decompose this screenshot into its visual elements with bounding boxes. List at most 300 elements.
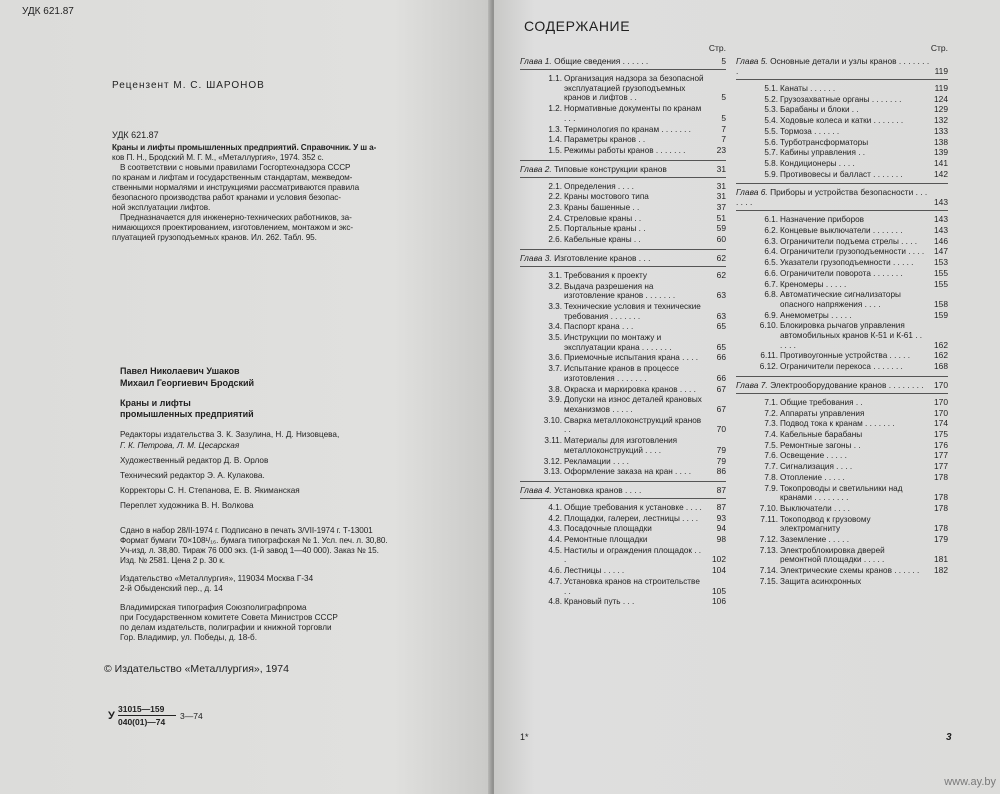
entry-number: 2.2. — [548, 192, 562, 202]
entry-page: 119 — [934, 83, 948, 93]
chapter-title: Электрооборудование кранов . . . . . . . . — [770, 379, 924, 390]
entry-page: 182 — [934, 565, 948, 576]
entry-text: Электрические схемы кранов . . . . . . — [780, 566, 920, 576]
abstract-line: В соответствии с новыми правилами Госгортехнадзора СССР — [120, 163, 351, 172]
entry-number: 7.12. — [759, 535, 778, 545]
printer-line: Гор. Владимир, ул. Победы, д. 18-б. — [120, 633, 257, 642]
abstract-block — [112, 143, 376, 243]
entry-page: 179 — [934, 534, 948, 545]
entry-text: Нормативные документы по кранам . . . — [564, 104, 702, 123]
toc-entry[interactable] — [736, 577, 948, 587]
toc-entry[interactable] — [736, 311, 948, 321]
entry-number: 7.4. — [764, 429, 778, 439]
entry-page: 105 — [712, 585, 726, 596]
entry-text: Лестницы . . . . . — [564, 566, 625, 576]
entry-text: Ограничители подъема стрелы . . . . — [780, 236, 918, 246]
entry-text: Противоугонные устройства . . . . . — [780, 351, 910, 361]
entry-page: 177 — [934, 450, 948, 461]
toc-entry[interactable] — [736, 473, 948, 483]
entry-number: 1.1. — [548, 74, 562, 83]
entry-page: 132 — [934, 115, 948, 126]
toc-entry[interactable] — [736, 237, 948, 247]
entry-text: Паспорт крана . . . — [564, 322, 634, 332]
entry-text: Краны мостового типа — [564, 192, 649, 202]
toc-entry[interactable] — [736, 159, 948, 169]
toc-entry[interactable] — [520, 514, 726, 524]
toc-entry[interactable] — [520, 104, 726, 123]
toc-entry[interactable] — [736, 484, 948, 503]
toc-entry[interactable] — [736, 430, 948, 440]
toc-chapter[interactable] — [520, 164, 726, 174]
toc-entry[interactable] — [520, 282, 726, 301]
toc-entry[interactable] — [736, 95, 948, 105]
toc-entry[interactable] — [736, 84, 948, 94]
entry-text: Ограничители поворота . . . . . . . — [780, 268, 903, 278]
entry-text: Установка кранов на строительстве . . — [564, 576, 700, 596]
toc-entry[interactable] — [736, 504, 948, 514]
toc-entry[interactable] — [736, 441, 948, 451]
entry-page: 139 — [934, 147, 948, 158]
entry-text: Ограничители грузоподъемности . . . . — [780, 247, 925, 257]
credit-line: Переплет художника В. Н. Волкова — [120, 501, 254, 510]
entry-text: Противовесы и балласт . . . . . . . — [780, 169, 903, 179]
entry-page: 87 — [716, 501, 726, 512]
entry-number: 3.8. — [548, 384, 562, 394]
chapter-page: 31 — [716, 163, 726, 174]
entry-number: 6.6. — [764, 268, 778, 278]
entry-page: 175 — [934, 428, 948, 439]
entry-page: 143 — [934, 225, 948, 236]
entry-page: 147 — [934, 246, 948, 257]
entry-text: Испытание кранов в процессе изготовления . . . . . . . — [564, 364, 679, 383]
entry-text: Настилы и ограждения площадок . . . — [564, 545, 702, 565]
entry-text: Электроблокировка дверей ремонтной площадки . . . . . — [780, 545, 885, 565]
toc-entry[interactable] — [736, 148, 948, 158]
entry-page: 177 — [934, 461, 948, 472]
entry-page: 63 — [716, 310, 726, 321]
entry-page: 62 — [716, 269, 726, 280]
entry-page: 155 — [934, 267, 948, 278]
entry-number: 2.4. — [548, 213, 562, 223]
entry-number: 7.7. — [764, 462, 778, 472]
entry-text: Определения . . . . — [564, 181, 634, 191]
chapter-page: 5 — [721, 56, 726, 66]
chapter-underline — [736, 393, 948, 394]
toc-entry[interactable] — [736, 170, 948, 180]
abstract-line: ственными нормалями и инструкциями рассматриваются правила — [112, 183, 360, 192]
entry-page: 65 — [716, 341, 726, 352]
credit-line: Г. К. Петрова, Л. М. Цесарская — [120, 441, 240, 450]
toc-entry[interactable] — [520, 214, 726, 224]
toc-entry[interactable] — [520, 192, 726, 202]
entry-text: Канаты . . . . . . — [780, 84, 836, 93]
entry-page: 98 — [716, 534, 726, 545]
entry-text: Краны башенные . . — [564, 203, 640, 213]
entry-page: 178 — [934, 502, 948, 513]
copyright-line: © Издательство «Металлургия», 1974 — [104, 663, 289, 675]
entry-page: 162 — [934, 350, 948, 361]
abstract-line: по кранам и лифтам и государственным стандартам, межведом- — [112, 173, 353, 182]
chapter-divider — [520, 249, 726, 250]
entry-page: 5 — [721, 92, 726, 103]
entry-page: 142 — [934, 168, 948, 179]
entry-text: Сварка металлоконструкций кранов . . — [564, 415, 702, 435]
book-title-line-2: промышленных предприятий — [120, 409, 254, 419]
toc-entry[interactable] — [520, 235, 726, 245]
entry-number: 2.3. — [548, 203, 562, 213]
entry-number: 7.1. — [764, 397, 778, 407]
entry-page: 7 — [721, 134, 726, 145]
entry-page: 79 — [716, 455, 726, 466]
abstract-line: Предназначается для инженерно-технических работников, за- — [120, 213, 352, 222]
entry-text: Общие требования к установке . . . . — [564, 502, 702, 512]
entry-page: 67 — [716, 403, 726, 414]
publisher-line: 2-й Обыденский пер., д. 14 — [120, 584, 223, 593]
entry-number: 7.9. — [764, 483, 778, 493]
entry-page: 170 — [934, 407, 948, 418]
toc-entry[interactable] — [736, 515, 948, 534]
code-numerator: 31015—159 — [118, 704, 165, 714]
imprint-line: Изд. № 2581. Цена 2 р. 30 к. — [120, 556, 225, 565]
entry-number: 6.11. — [760, 351, 778, 361]
entry-number: 5.2. — [764, 94, 778, 104]
chapter-page: 87 — [716, 484, 726, 495]
toc-entry[interactable] — [520, 503, 726, 513]
toc-entry[interactable] — [520, 535, 726, 545]
entry-page: 94 — [716, 523, 726, 534]
entry-text: Защита асинхронных — [780, 576, 862, 586]
entry-page: 141 — [934, 157, 948, 168]
entry-number: 3.5. — [548, 333, 562, 343]
toc-column-right — [736, 42, 948, 588]
author-1: Павел Николаевич Ушаков — [120, 366, 240, 376]
entry-page: 170 — [934, 396, 948, 407]
reviewer-line: Рецензент М. С. ШАРОНОВ — [112, 80, 265, 91]
entry-text: Требования к проекту — [564, 270, 647, 280]
toc-entry[interactable] — [520, 395, 726, 414]
entry-text: Портальные краны . . — [564, 224, 646, 234]
chapter-label: Глава 3. — [520, 252, 552, 263]
toc-entry[interactable] — [736, 535, 948, 545]
entry-text: Параметры кранов . . — [564, 135, 646, 145]
entry-text: Технические условия и технические требования . . . . . . . — [564, 301, 701, 321]
toc-chapter[interactable] — [520, 253, 726, 263]
abstract-line: безопасного производства работ кранами и условия безопас- — [112, 193, 341, 202]
toc-chapter[interactable] — [736, 380, 948, 390]
chapter-label: Глава 7. — [736, 379, 768, 390]
entry-number: 5.6. — [764, 137, 778, 147]
toc-entry[interactable] — [736, 215, 948, 225]
chapter-page: 170 — [934, 379, 948, 390]
chapter-page: 62 — [716, 252, 726, 263]
entry-page: 124 — [934, 93, 948, 104]
chapter-label: Глава 4. — [520, 484, 552, 495]
chapter-page: 119 — [934, 66, 948, 76]
entry-text: Рекламации . . . . — [564, 456, 629, 466]
abstract-line: ной эксплуатации лифтов. — [112, 203, 211, 212]
abstract-line: ков П. Н., Бродский М. Г. М., «Металлургия», 1974. 352 с. — [112, 153, 324, 162]
entry-number: 7.11. — [760, 514, 778, 524]
chapter-label: Глава 5. — [736, 56, 768, 66]
abstract-line: плуатацией грузоподъемных кранов. Ил. 262. Табл. 95. — [112, 233, 317, 242]
entry-text: Блокировка рычагов управления автомобильных кранов К-51 и К-61 . . . . . . — [780, 321, 923, 350]
toc-title: СОДЕРЖАНИЕ — [524, 18, 631, 34]
toc-entry[interactable] — [736, 247, 948, 257]
chapter-underline — [520, 266, 726, 267]
entry-number: 1.4. — [548, 135, 562, 145]
chapter-underline — [736, 79, 948, 80]
entry-text: Приемочные испытания крана . . . . — [564, 353, 699, 363]
entry-text: Терминология по кранам . . . . . . . — [564, 124, 691, 134]
watermark-text: www.ay.by — [944, 776, 996, 788]
toc-entry[interactable] — [736, 280, 948, 290]
udk-code-top: УДК 621.87 — [22, 6, 74, 17]
entry-page: 162 — [934, 339, 948, 350]
entry-text: Кабины управления . . — [780, 148, 866, 158]
entry-page: 86 — [716, 466, 726, 477]
entry-number: 6.1. — [764, 215, 778, 225]
toc-entry[interactable] — [520, 436, 726, 455]
toc-entry[interactable] — [736, 321, 948, 350]
chapter-title: Типовые конструкции кранов — [554, 163, 667, 174]
toc-entry[interactable] — [520, 597, 726, 607]
toc-entry[interactable] — [520, 457, 726, 467]
chapter-title: Общие сведения . . . . . . — [554, 56, 649, 66]
entry-number: 6.5. — [764, 258, 778, 268]
toc-entry[interactable] — [520, 125, 726, 135]
credit-line: Технический редактор Э. А. Кулакова. — [120, 471, 265, 480]
entry-number: 1.2. — [548, 104, 562, 114]
publisher-line: Издательство «Металлургия», 119034 Москва Г-34 — [120, 574, 314, 583]
toc-entry[interactable] — [736, 351, 948, 361]
toc-entry[interactable] — [520, 467, 726, 477]
entry-page: 23 — [716, 144, 726, 155]
entry-number: 6.2. — [764, 226, 778, 236]
entry-number: 3.1. — [548, 270, 562, 280]
entry-text: Материалы для изготовления металлоконструкций . . . . — [564, 436, 678, 455]
entry-text: Площадки, галереи, лестницы . . . . — [564, 513, 699, 523]
entry-text: Общие требования . . — [780, 397, 863, 407]
entry-number: 4.3. — [548, 524, 562, 534]
toc-entry[interactable] — [520, 74, 726, 103]
entry-page: 178 — [934, 471, 948, 482]
toc-entry[interactable] — [736, 362, 948, 372]
entry-number: 4.1. — [548, 502, 562, 512]
entry-number: 6.10. — [759, 321, 778, 331]
chapter-underline — [736, 210, 948, 211]
entry-number: 1.3. — [548, 124, 562, 134]
toc-chapter[interactable] — [736, 187, 948, 207]
chapter-label: Глава 1. — [520, 56, 552, 66]
toc-chapter[interactable] — [520, 56, 726, 66]
entry-page: 158 — [934, 298, 948, 309]
toc-entry[interactable] — [736, 290, 948, 309]
entry-number: 6.9. — [764, 310, 778, 320]
entry-number: 7.6. — [764, 451, 778, 461]
entry-number: 7.3. — [764, 419, 778, 429]
entry-page: 104 — [712, 565, 726, 576]
entry-page: 66 — [716, 372, 726, 383]
toc-entry[interactable] — [736, 226, 948, 236]
entry-number: 7.5. — [764, 440, 778, 450]
entry-page: 67 — [716, 383, 726, 394]
imprint-block — [120, 526, 388, 566]
entry-page: 146 — [934, 235, 948, 246]
entry-page: 31 — [716, 180, 726, 191]
chapter-divider — [520, 160, 726, 161]
entry-page: 7 — [721, 123, 726, 134]
entry-text: Выключатели . . . . — [780, 503, 850, 513]
chapter-label: Глава 2. — [520, 163, 552, 174]
entry-number: 5.5. — [764, 126, 778, 136]
toc-entry[interactable] — [520, 302, 726, 321]
chapter-label: Глава 6. — [736, 187, 768, 198]
right-page — [494, 0, 1000, 794]
page-column-label: Стр. — [930, 43, 948, 53]
entry-text: Аппараты управления — [780, 408, 865, 418]
entry-number: 4.8. — [548, 597, 562, 607]
chapter-title: Основные детали и узлы кранов . . . . . . . . — [736, 56, 930, 76]
chapter-underline — [520, 498, 726, 499]
entry-text: Токоподвод к грузовому электромагниту — [780, 514, 871, 534]
toc-entry[interactable] — [736, 138, 948, 148]
entry-number: 2.5. — [548, 224, 562, 234]
toc-entry[interactable] — [736, 258, 948, 268]
toc-entry[interactable] — [520, 146, 726, 156]
entry-text: Креномеры . . . . . — [780, 279, 847, 289]
entry-number: 1.5. — [548, 145, 562, 155]
entry-text: Указатели грузоподъемности . . . . . — [780, 258, 914, 268]
entry-text: Кондиционеры . . . . — [780, 158, 855, 168]
entry-text: Автоматические сигнализаторы опасного напряжения . . . . — [780, 290, 901, 309]
entry-number: 4.2. — [548, 513, 562, 523]
entry-text: Освещение . . . . . — [780, 451, 847, 461]
toc-entry[interactable] — [736, 419, 948, 429]
chapter-title: Установка кранов . . . . — [554, 484, 642, 495]
entry-text: Сигнализация . . . . — [780, 462, 853, 472]
entry-page: 159 — [934, 309, 948, 320]
toc-entry[interactable] — [520, 353, 726, 363]
signature-mark: 1* — [520, 732, 529, 742]
toc-entry[interactable] — [520, 364, 726, 383]
imprint-line: Формат бумаги 70×108¹/₁₆. бумага типографская № 1. Усл. печ. л. 30,80. — [120, 536, 388, 545]
entry-page: 51 — [716, 212, 726, 223]
page-number: 3 — [946, 732, 952, 743]
entry-page: 168 — [934, 361, 948, 372]
entry-page: 93 — [716, 512, 726, 523]
entry-number: 7.8. — [764, 472, 778, 482]
chapter-divider — [520, 481, 726, 482]
entry-page: 102 — [712, 554, 726, 565]
entry-number: 5.3. — [764, 105, 778, 115]
toc-entry[interactable] — [520, 203, 726, 213]
entry-page: 65 — [716, 321, 726, 332]
toc-entry[interactable] — [520, 182, 726, 192]
toc-chapter[interactable] — [736, 56, 948, 76]
udk-code-abstract: УДК 621.87 — [112, 130, 159, 140]
entry-number: 4.5. — [548, 545, 562, 555]
entry-number: 7.10. — [759, 503, 778, 513]
book-title-line-1: Краны и лифты — [120, 398, 191, 408]
toc-entry[interactable] — [736, 451, 948, 461]
code-suffix: 3—74 — [180, 711, 203, 721]
chapter-page: 143 — [934, 197, 948, 208]
toc-entry[interactable] — [520, 322, 726, 332]
toc-entry[interactable] — [736, 566, 948, 576]
entry-text: Допуски на износ деталей крановых механизмов . . . . . — [564, 395, 702, 414]
toc-entry[interactable] — [736, 398, 948, 408]
entry-number: 5.7. — [764, 148, 778, 158]
entry-number: 5.9. — [764, 169, 778, 179]
entry-page: 37 — [716, 202, 726, 213]
toc-entry[interactable] — [736, 409, 948, 419]
page-column-label: Стр. — [708, 43, 726, 53]
printer-line: по делам издательств, полиграфии и книжной торговли — [120, 623, 332, 632]
entry-page: 176 — [934, 439, 948, 450]
toc-entry[interactable] — [520, 385, 726, 395]
toc-entry[interactable] — [736, 546, 948, 565]
entry-number: 6.7. — [764, 279, 778, 289]
toc-entry[interactable] — [520, 577, 726, 596]
toc-chapter[interactable] — [520, 485, 726, 495]
toc-entry[interactable] — [520, 224, 726, 234]
toc-entry[interactable] — [520, 416, 726, 435]
toc-entry[interactable] — [736, 127, 948, 137]
toc-entry[interactable] — [520, 271, 726, 281]
entry-page: 143 — [934, 214, 948, 225]
entry-text: Ремонтные площадки — [564, 535, 648, 545]
entry-page: 79 — [716, 444, 726, 455]
toc-entry[interactable] — [520, 566, 726, 576]
entry-number: 7.13. — [759, 545, 778, 555]
entry-number: 3.9. — [548, 395, 562, 405]
entry-page: 181 — [934, 554, 948, 565]
toc-entry[interactable] — [736, 116, 948, 126]
entry-text: Анемометры . . . . . — [780, 310, 852, 320]
entry-text: Ходовые колеса и катки . . . . . . . — [780, 116, 904, 126]
toc-column-left — [520, 42, 726, 608]
toc-entry[interactable] — [520, 135, 726, 145]
entry-number: 7.15. — [759, 576, 778, 586]
toc-entry[interactable] — [520, 546, 726, 565]
entry-text: Организация надзора за безопасной эксплуатацией грузоподъемных кранов и лифтов . . — [564, 74, 704, 103]
entry-number: 5.1. — [764, 84, 778, 93]
entry-page: 174 — [934, 418, 948, 429]
entry-text: Кабельные краны . . — [564, 235, 641, 245]
entry-page: 138 — [934, 136, 948, 147]
entry-text: Тормоза . . . . . . — [780, 126, 840, 136]
entry-text: Кабельные барабаны — [780, 429, 863, 439]
printer-line: при Государственном комитете Совета Министров СССР — [120, 613, 338, 622]
chapter-title: Приборы и устройства безопасности . . . . . . . — [736, 187, 928, 208]
imprint-line: Сдано в набор 28/II-1974 г. Подписано в печать 3/VII-1974 г. Т-13001 — [120, 526, 373, 535]
entry-number: 7.14. — [759, 566, 778, 576]
entry-text: Инструкции по монтажу и эксплуатации крана . . . . . . . — [564, 333, 672, 352]
publisher-block — [120, 574, 313, 594]
toc-entry[interactable] — [520, 333, 726, 352]
toc-entry[interactable] — [736, 269, 948, 279]
entry-number: 3.11. — [544, 436, 562, 446]
toc-entry[interactable] — [736, 105, 948, 115]
code-denominator: 040(01)—74 — [118, 717, 166, 727]
entry-page: 70 — [716, 424, 726, 435]
entry-number: 3.2. — [548, 281, 562, 291]
toc-entry[interactable] — [520, 524, 726, 534]
toc-entry[interactable] — [736, 462, 948, 472]
entry-page: 60 — [716, 234, 726, 245]
chapter-title: Изготовление кранов . . . — [554, 252, 651, 263]
entry-text: Ремонтные загоны . . — [780, 440, 861, 450]
